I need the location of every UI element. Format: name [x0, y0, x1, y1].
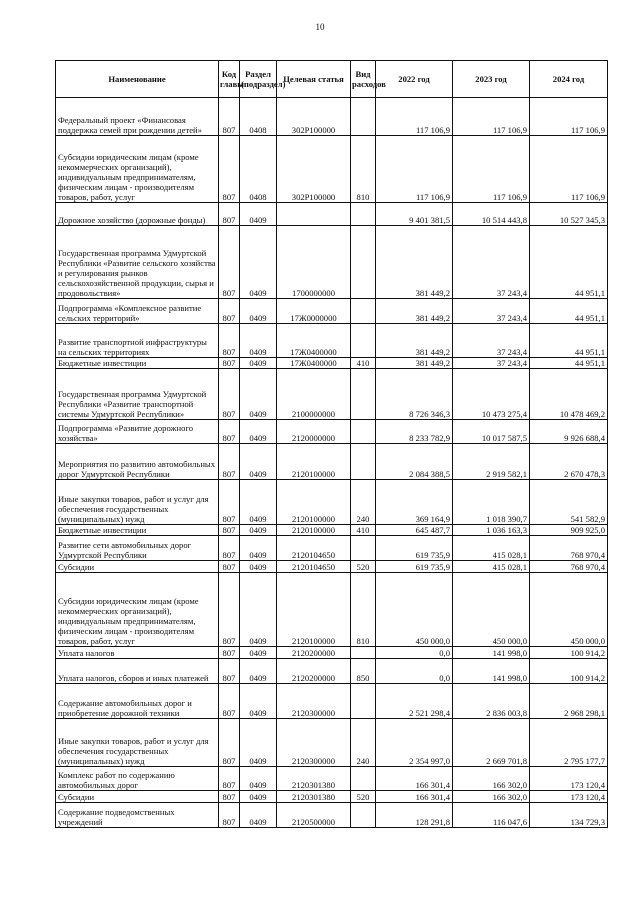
cell-2024: 44 951,1	[530, 226, 608, 299]
table-row	[56, 98, 608, 136]
cell-2022: 128 291,8	[376, 803, 453, 828]
cell-name: Уплата налогов, сборов и иных платежей	[56, 659, 219, 684]
cell-exp: 520	[351, 791, 376, 803]
cell-2023: 1 036 163,3	[453, 525, 530, 536]
cell-2024: 117 106,9	[530, 136, 608, 203]
cell-code: 807	[219, 647, 240, 659]
cell-target: 2100000000	[277, 369, 351, 420]
cell-name: Субсидии юридическим лицам (кроме некоммерческих организаций), индивидуальным предпринимателям, физическим лицам - производителям товаров, работ, услуг	[56, 136, 219, 203]
cell-2023: 10 473 275,4	[453, 369, 530, 420]
cell-target	[277, 203, 351, 226]
cell-code: 807	[219, 480, 240, 525]
cell-2023: 37 243,4	[453, 299, 530, 324]
cell-target: 2120100000	[277, 573, 351, 647]
cell-section: 0409	[240, 647, 277, 659]
cell-target: 17Ж0400000	[277, 358, 351, 369]
cell-name: Дорожное хозяйство (дорожные фонды)	[56, 203, 219, 226]
cell-target: 2120301380	[277, 791, 351, 803]
cell-2024: 117 106,9	[530, 98, 608, 136]
cell-name: Субсидии	[56, 791, 219, 803]
cell-section: 0409	[240, 203, 277, 226]
cell-2022: 619 735,9	[376, 536, 453, 561]
cell-2024: 909 925,0	[530, 525, 608, 536]
cell-code: 807	[219, 659, 240, 684]
cell-exp: 410	[351, 525, 376, 536]
cell-2022: 117 106,9	[376, 136, 453, 203]
cell-exp	[351, 536, 376, 561]
cell-2023: 415 028,1	[453, 536, 530, 561]
cell-2023: 117 106,9	[453, 136, 530, 203]
cell-name: Иные закупки товаров, работ и услуг для обеспечения государственных (муниципальных) нужд	[56, 480, 219, 525]
cell-section: 0409	[240, 659, 277, 684]
cell-section: 0409	[240, 525, 277, 536]
cell-name: Бюджетные инвестиции	[56, 525, 219, 536]
cell-2024: 44 951,1	[530, 324, 608, 358]
cell-target: 2120300000	[277, 719, 351, 767]
cell-2022: 9 401 381,5	[376, 203, 453, 226]
cell-2022: 381 449,2	[376, 324, 453, 358]
cell-section: 0408	[240, 136, 277, 203]
header-2022: 2022 год	[376, 61, 453, 98]
cell-section: 0409	[240, 480, 277, 525]
cell-2023: 116 047,6	[453, 803, 530, 828]
cell-code: 807	[219, 299, 240, 324]
cell-exp	[351, 684, 376, 719]
table-row	[56, 659, 608, 684]
cell-2024: 44 951,1	[530, 358, 608, 369]
cell-name: Государственная программа Удмуртской Республики «Развитие сельского хозяйства и регулирования рынков сельскохозяйственной продукции, сырья и продовольствия»	[56, 226, 219, 299]
cell-section: 0409	[240, 324, 277, 358]
cell-exp: 240	[351, 480, 376, 525]
cell-name: Развитие транспортной инфраструктуры на сельских территориях	[56, 324, 219, 358]
cell-2022: 0,0	[376, 647, 453, 659]
cell-code: 807	[219, 536, 240, 561]
cell-2024: 9 926 688,4	[530, 420, 608, 444]
table-row	[56, 444, 608, 480]
cell-section: 0409	[240, 444, 277, 480]
cell-2022: 2 354 997,0	[376, 719, 453, 767]
cell-section: 0409	[240, 299, 277, 324]
cell-exp	[351, 369, 376, 420]
cell-exp	[351, 444, 376, 480]
cell-2022: 0,0	[376, 659, 453, 684]
cell-2024: 100 914,2	[530, 659, 608, 684]
cell-code: 807	[219, 561, 240, 573]
cell-2022: 381 449,2	[376, 299, 453, 324]
cell-2022: 450 000,0	[376, 573, 453, 647]
cell-2023: 2 836 003,8	[453, 684, 530, 719]
cell-2023: 37 243,4	[453, 226, 530, 299]
cell-section: 0409	[240, 561, 277, 573]
cell-2024: 44 951,1	[530, 299, 608, 324]
cell-2022: 619 735,9	[376, 561, 453, 573]
table-row	[56, 358, 608, 369]
table-row	[56, 480, 608, 525]
cell-2023: 166 302,0	[453, 767, 530, 791]
header-2023: 2023 год	[453, 61, 530, 98]
cell-section: 0409	[240, 369, 277, 420]
cell-2022: 2 084 388,5	[376, 444, 453, 480]
table-row	[56, 324, 608, 358]
table-body	[56, 98, 608, 828]
cell-target: 2120100000	[277, 480, 351, 525]
cell-2023: 37 243,4	[453, 324, 530, 358]
header-target: Целевая статья	[277, 61, 351, 98]
table-row	[56, 573, 608, 647]
cell-name: Субсидии	[56, 561, 219, 573]
budget-table	[55, 60, 608, 828]
table-row	[56, 791, 608, 803]
cell-target: 2120000000	[277, 420, 351, 444]
cell-exp	[351, 324, 376, 358]
cell-section: 0409	[240, 684, 277, 719]
cell-name: Комплекс работ по содержанию автомобильных дорог	[56, 767, 219, 791]
cell-2023: 450 000,0	[453, 573, 530, 647]
cell-exp	[351, 299, 376, 324]
cell-code: 807	[219, 324, 240, 358]
cell-target: 2120500000	[277, 803, 351, 828]
cell-target: 302P100000	[277, 98, 351, 136]
cell-name: Содержание подведомственных учреждений	[56, 803, 219, 828]
cell-2023: 10 017 587,5	[453, 420, 530, 444]
cell-2024: 134 729,3	[530, 803, 608, 828]
table-row	[56, 420, 608, 444]
table-row	[56, 136, 608, 203]
cell-target: 2120100000	[277, 525, 351, 536]
cell-2024: 768 970,4	[530, 536, 608, 561]
cell-name: Развитие сети автомобильных дорог Удмуртской Республики	[56, 536, 219, 561]
cell-section: 0409	[240, 536, 277, 561]
table-row	[56, 803, 608, 828]
cell-2022: 369 164,9	[376, 480, 453, 525]
cell-2022: 117 106,9	[376, 98, 453, 136]
cell-target: 1700000000	[277, 226, 351, 299]
cell-2023: 415 028,1	[453, 561, 530, 573]
table-row	[56, 684, 608, 719]
cell-section: 0408	[240, 98, 277, 136]
cell-section: 0409	[240, 420, 277, 444]
cell-2022: 381 449,2	[376, 226, 453, 299]
table-row	[56, 536, 608, 561]
cell-exp: 410	[351, 358, 376, 369]
cell-name: Мероприятия по развитию автомобильных дорог Удмуртской Республики	[56, 444, 219, 480]
cell-target: 2120200000	[277, 647, 351, 659]
cell-code: 807	[219, 803, 240, 828]
cell-target: 2120104650	[277, 536, 351, 561]
cell-target: 17Ж0000000	[277, 299, 351, 324]
table-row	[56, 561, 608, 573]
cell-2022: 8 726 346,3	[376, 369, 453, 420]
cell-target: 2120301380	[277, 767, 351, 791]
cell-code: 807	[219, 358, 240, 369]
cell-2023: 2 669 701,8	[453, 719, 530, 767]
cell-target: 2120200000	[277, 659, 351, 684]
cell-2022: 166 301,4	[376, 791, 453, 803]
cell-code: 807	[219, 226, 240, 299]
header-name: Наименование	[56, 61, 219, 98]
cell-code: 807	[219, 525, 240, 536]
cell-2024: 2 670 478,3	[530, 444, 608, 480]
header-code: Код главы	[219, 61, 240, 98]
table-row	[56, 647, 608, 659]
cell-2023: 1 018 390,7	[453, 480, 530, 525]
cell-2023: 10 514 443,8	[453, 203, 530, 226]
cell-2022: 381 449,2	[376, 358, 453, 369]
cell-code: 807	[219, 136, 240, 203]
cell-exp: 240	[351, 719, 376, 767]
cell-code: 807	[219, 684, 240, 719]
cell-2024: 541 582,9	[530, 480, 608, 525]
cell-section: 0409	[240, 719, 277, 767]
cell-exp	[351, 767, 376, 791]
cell-2023: 141 998,0	[453, 647, 530, 659]
cell-2023: 117 106,9	[453, 98, 530, 136]
cell-2022: 166 301,4	[376, 767, 453, 791]
cell-name: Федеральный проект «Финансовая поддержка семей при рождении детей»	[56, 98, 219, 136]
cell-code: 807	[219, 767, 240, 791]
table-row	[56, 299, 608, 324]
header-section: Раздел (подраздел)	[240, 61, 277, 98]
cell-code: 807	[219, 791, 240, 803]
cell-2022: 2 521 298,4	[376, 684, 453, 719]
cell-name: Бюджетные инвестиции	[56, 358, 219, 369]
cell-target: 2120300000	[277, 684, 351, 719]
cell-exp	[351, 420, 376, 444]
cell-2022: 645 487,7	[376, 525, 453, 536]
cell-2024: 768 970,4	[530, 561, 608, 573]
header-exp-type: Вид расходов	[351, 61, 376, 98]
cell-2024: 173 120,4	[530, 767, 608, 791]
cell-target: 2120100000	[277, 444, 351, 480]
cell-2023: 166 302,0	[453, 791, 530, 803]
cell-name: Иные закупки товаров, работ и услуг для обеспечения государственных (муниципальных) нужд	[56, 719, 219, 767]
cell-2024: 173 120,4	[530, 791, 608, 803]
cell-2024: 2 795 177,7	[530, 719, 608, 767]
cell-section: 0409	[240, 791, 277, 803]
cell-2024: 10 527 345,3	[530, 203, 608, 226]
cell-2022: 8 233 782,9	[376, 420, 453, 444]
table-row	[56, 369, 608, 420]
cell-section: 0409	[240, 767, 277, 791]
cell-2024: 450 000,0	[530, 573, 608, 647]
cell-code: 807	[219, 444, 240, 480]
cell-name: Уплата налогов	[56, 647, 219, 659]
cell-name: Подпрограмма «Развитие дорожного хозяйства»	[56, 420, 219, 444]
cell-target: 17Ж0400000	[277, 324, 351, 358]
cell-exp: 810	[351, 573, 376, 647]
cell-code: 807	[219, 573, 240, 647]
cell-name: Субсидии юридическим лицам (кроме некоммерческих организаций), индивидуальным предпринимателям, физическим лицам - производителям товаров, работ, услуг	[56, 573, 219, 647]
table-row	[56, 719, 608, 767]
cell-2023: 37 243,4	[453, 358, 530, 369]
cell-name: Государственная программа Удмуртской Республики «Развитие транспортной системы Удмуртской Республики»	[56, 369, 219, 420]
cell-target: 302P100000	[277, 136, 351, 203]
cell-2023: 141 998,0	[453, 659, 530, 684]
cell-exp: 520	[351, 561, 376, 573]
header-2024: 2024 год	[530, 61, 608, 98]
cell-section: 0409	[240, 573, 277, 647]
cell-code: 807	[219, 203, 240, 226]
cell-exp	[351, 203, 376, 226]
table-header	[56, 61, 608, 98]
table-row	[56, 226, 608, 299]
table-row	[56, 203, 608, 226]
cell-name: Подпрограмма «Комплексное развитие сельских территорий»	[56, 299, 219, 324]
cell-exp	[351, 98, 376, 136]
cell-exp	[351, 803, 376, 828]
cell-code: 807	[219, 98, 240, 136]
table-row	[56, 767, 608, 791]
cell-code: 807	[219, 369, 240, 420]
cell-name: Содержание автомобильных дорог и приобретение дорожной техники	[56, 684, 219, 719]
cell-code: 807	[219, 719, 240, 767]
cell-2023: 2 919 582,1	[453, 444, 530, 480]
cell-target: 2120104650	[277, 561, 351, 573]
cell-2024: 100 914,2	[530, 647, 608, 659]
cell-exp: 810	[351, 136, 376, 203]
cell-exp	[351, 226, 376, 299]
cell-code: 807	[219, 420, 240, 444]
cell-section: 0409	[240, 358, 277, 369]
page-number: 10	[315, 22, 325, 32]
cell-exp	[351, 647, 376, 659]
cell-section: 0409	[240, 226, 277, 299]
cell-2024: 2 968 298,1	[530, 684, 608, 719]
cell-section: 0409	[240, 803, 277, 828]
table-row	[56, 525, 608, 536]
cell-exp: 850	[351, 659, 376, 684]
cell-2024: 10 478 469,2	[530, 369, 608, 420]
